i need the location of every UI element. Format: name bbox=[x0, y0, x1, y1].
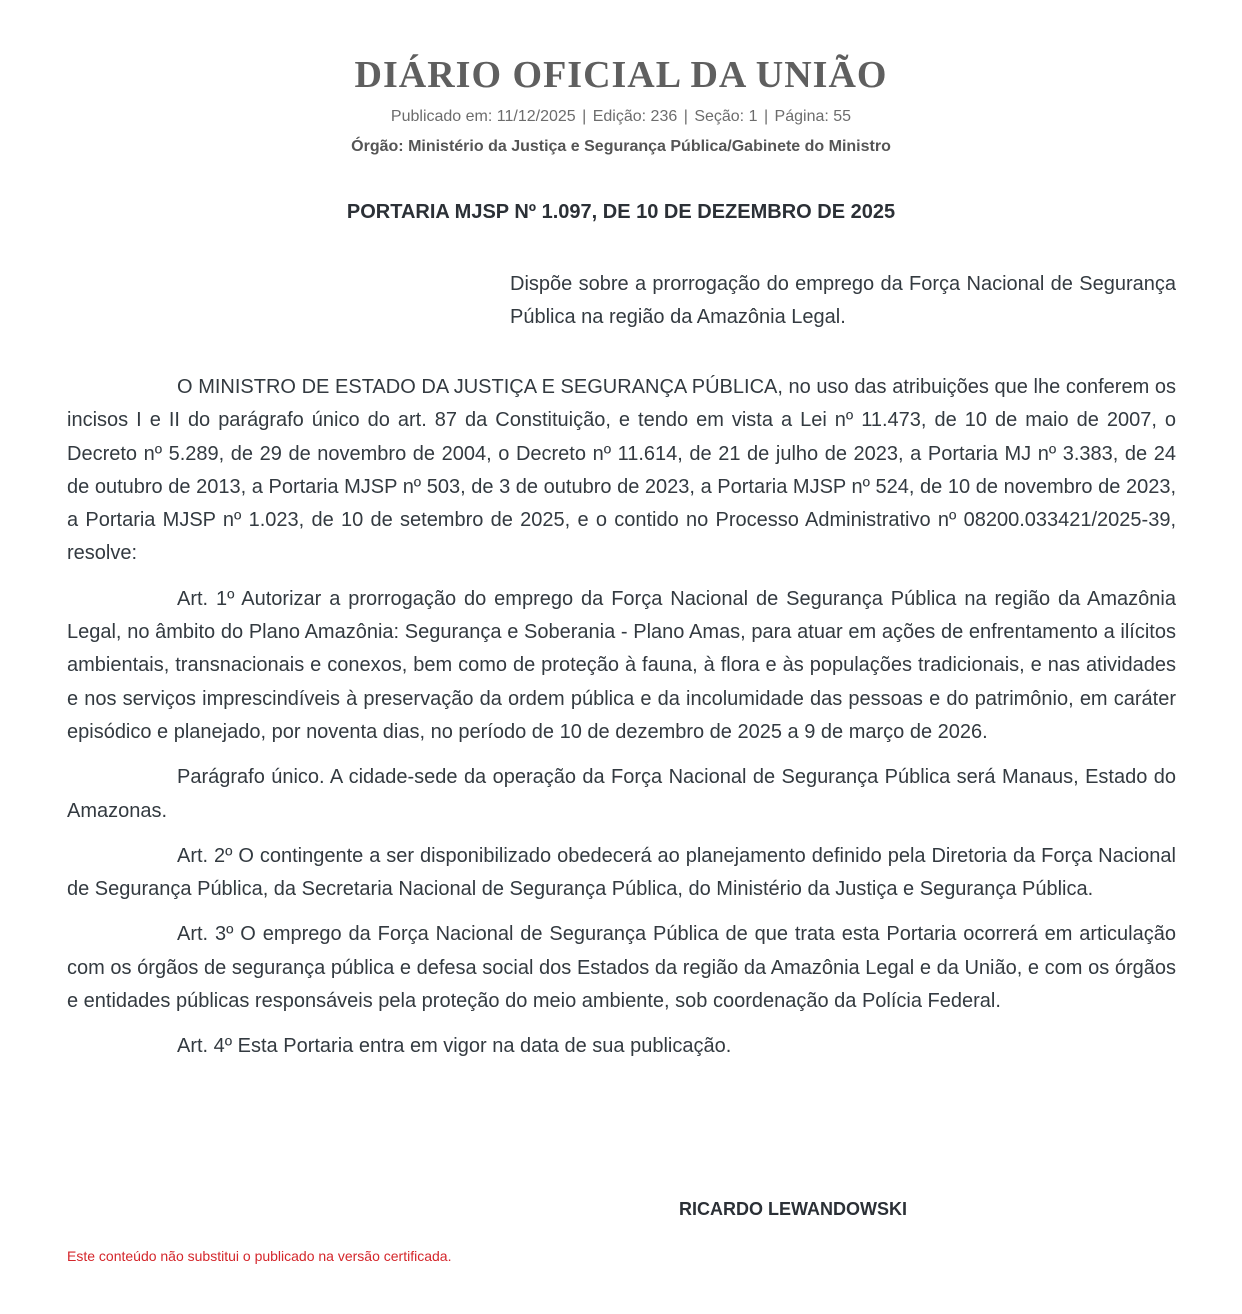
separator: | bbox=[763, 108, 769, 125]
published-label: Publicado em: bbox=[390, 108, 493, 125]
masthead-title: DIÁRIO OFICIAL DA UNIÃO bbox=[354, 54, 888, 96]
organ-line bbox=[0, 136, 1242, 158]
edition-label: Edição: bbox=[592, 108, 647, 125]
document-ementa: Dispõe sobre a prorrogação do emprego da Força Nacional de Segurança Pública na região da Amazônia Legal. bbox=[510, 273, 1176, 328]
organ-name: Ministério da Justiça e Segurança Pública/Gabinete do Ministro bbox=[408, 138, 891, 155]
article-4-paragraph: Art. 4º Esta Portaria entra em vigor na data de sua publicação. bbox=[177, 1035, 732, 1058]
signatory-name: RICARDO LEWANDOWSKI bbox=[679, 1199, 907, 1219]
article-3-paragraph: Art. 3º O emprego da Força Nacional de Segurança Pública de que trata esta Portaria ocorrerá em articulação com os órgãos de segurança pública e defesa social dos Estados da região da Amazônia Legal e da União, e com os órgãos e entidades públicas responsáveis pela proteção do meio ambiente, sob coordenação da Polícia Federal. bbox=[67, 923, 1176, 1013]
article-2-paragraph: Art. 2º O contingente a ser disponibilizado obedecerá ao planejamento definido pela Diretoria da Força Nacional de Segurança Pública, da Secretaria Nacional de Segurança Pública, do Ministério da Justiça e Segurança Pública. bbox=[67, 844, 1176, 901]
edition-number: 236 bbox=[650, 108, 678, 125]
publication-info bbox=[0, 106, 1242, 128]
certified-version-disclaimer: Este conteúdo não substitui o publicado na versão certificada. bbox=[67, 1248, 452, 1264]
preamble-paragraph: O MINISTRO DE ESTADO DA JUSTIÇA E SEGURANÇA PÚBLICA, no uso das atribuições que lhe conferem os incisos I e II do parágrafo único do art. 87 da Constituição, e tendo em vista a Lei nº 11.473, de 10 de maio de 2007, o Decreto nº 5.289, de 29 de novembro de 2004, o Decreto nº 11.614, de 21 de julho de 2023, a Portaria MJ nº 3.383, de 24 de outubro de 2013, a Portaria MJSP nº 503, de 3 de outubro de 2023, a Portaria MJSP nº 524, de 10 de novembro de 2023, a Portaria MJSP nº 1.023, de 10 de setembro de 2025, e o contido no Processo Administrativo nº 08200.033421/2025-39, resolve: bbox=[67, 376, 1176, 565]
document-body bbox=[67, 371, 1176, 1076]
published-date: 11/12/2025 bbox=[496, 108, 576, 125]
separator: | bbox=[582, 108, 587, 125]
page-label: Página: bbox=[774, 108, 829, 125]
separator: | bbox=[683, 108, 688, 125]
document-title: PORTARIA MJSP Nº 1.097, DE 10 DE DEZEMBRO DE 2025 bbox=[346, 201, 896, 223]
page-number: 55 bbox=[833, 108, 852, 125]
article-1-paragraph: Art. 1º Autorizar a prorrogação do emprego da Força Nacional de Segurança Pública na região da Amazônia Legal, no âmbito do Plano Amazônia: Segurança e Soberania - Plano Amas, para atuar em ações de enfrentamento a ilícitos ambientais, transnacionais e conexos, bem como de proteção à fauna, à flora e às populações tradicionais, e nas atividades e nos serviços imprescindíveis à preservação da ordem pública e da incolumidade das pessoas e do patrimônio, em caráter episódico e planejado, por noventa dias, no período de 10 de dezembro de 2025 a 9 de março de 2026. bbox=[67, 587, 1176, 743]
section-number: 1 bbox=[748, 108, 758, 125]
sole-paragraph: Parágrafo único. A cidade-sede da operação da Força Nacional de Segurança Pública será Manaus, Estado do Amazonas. bbox=[67, 766, 1176, 822]
section-label: Seção: bbox=[694, 108, 745, 125]
organ-label: Órgão: bbox=[351, 138, 404, 155]
